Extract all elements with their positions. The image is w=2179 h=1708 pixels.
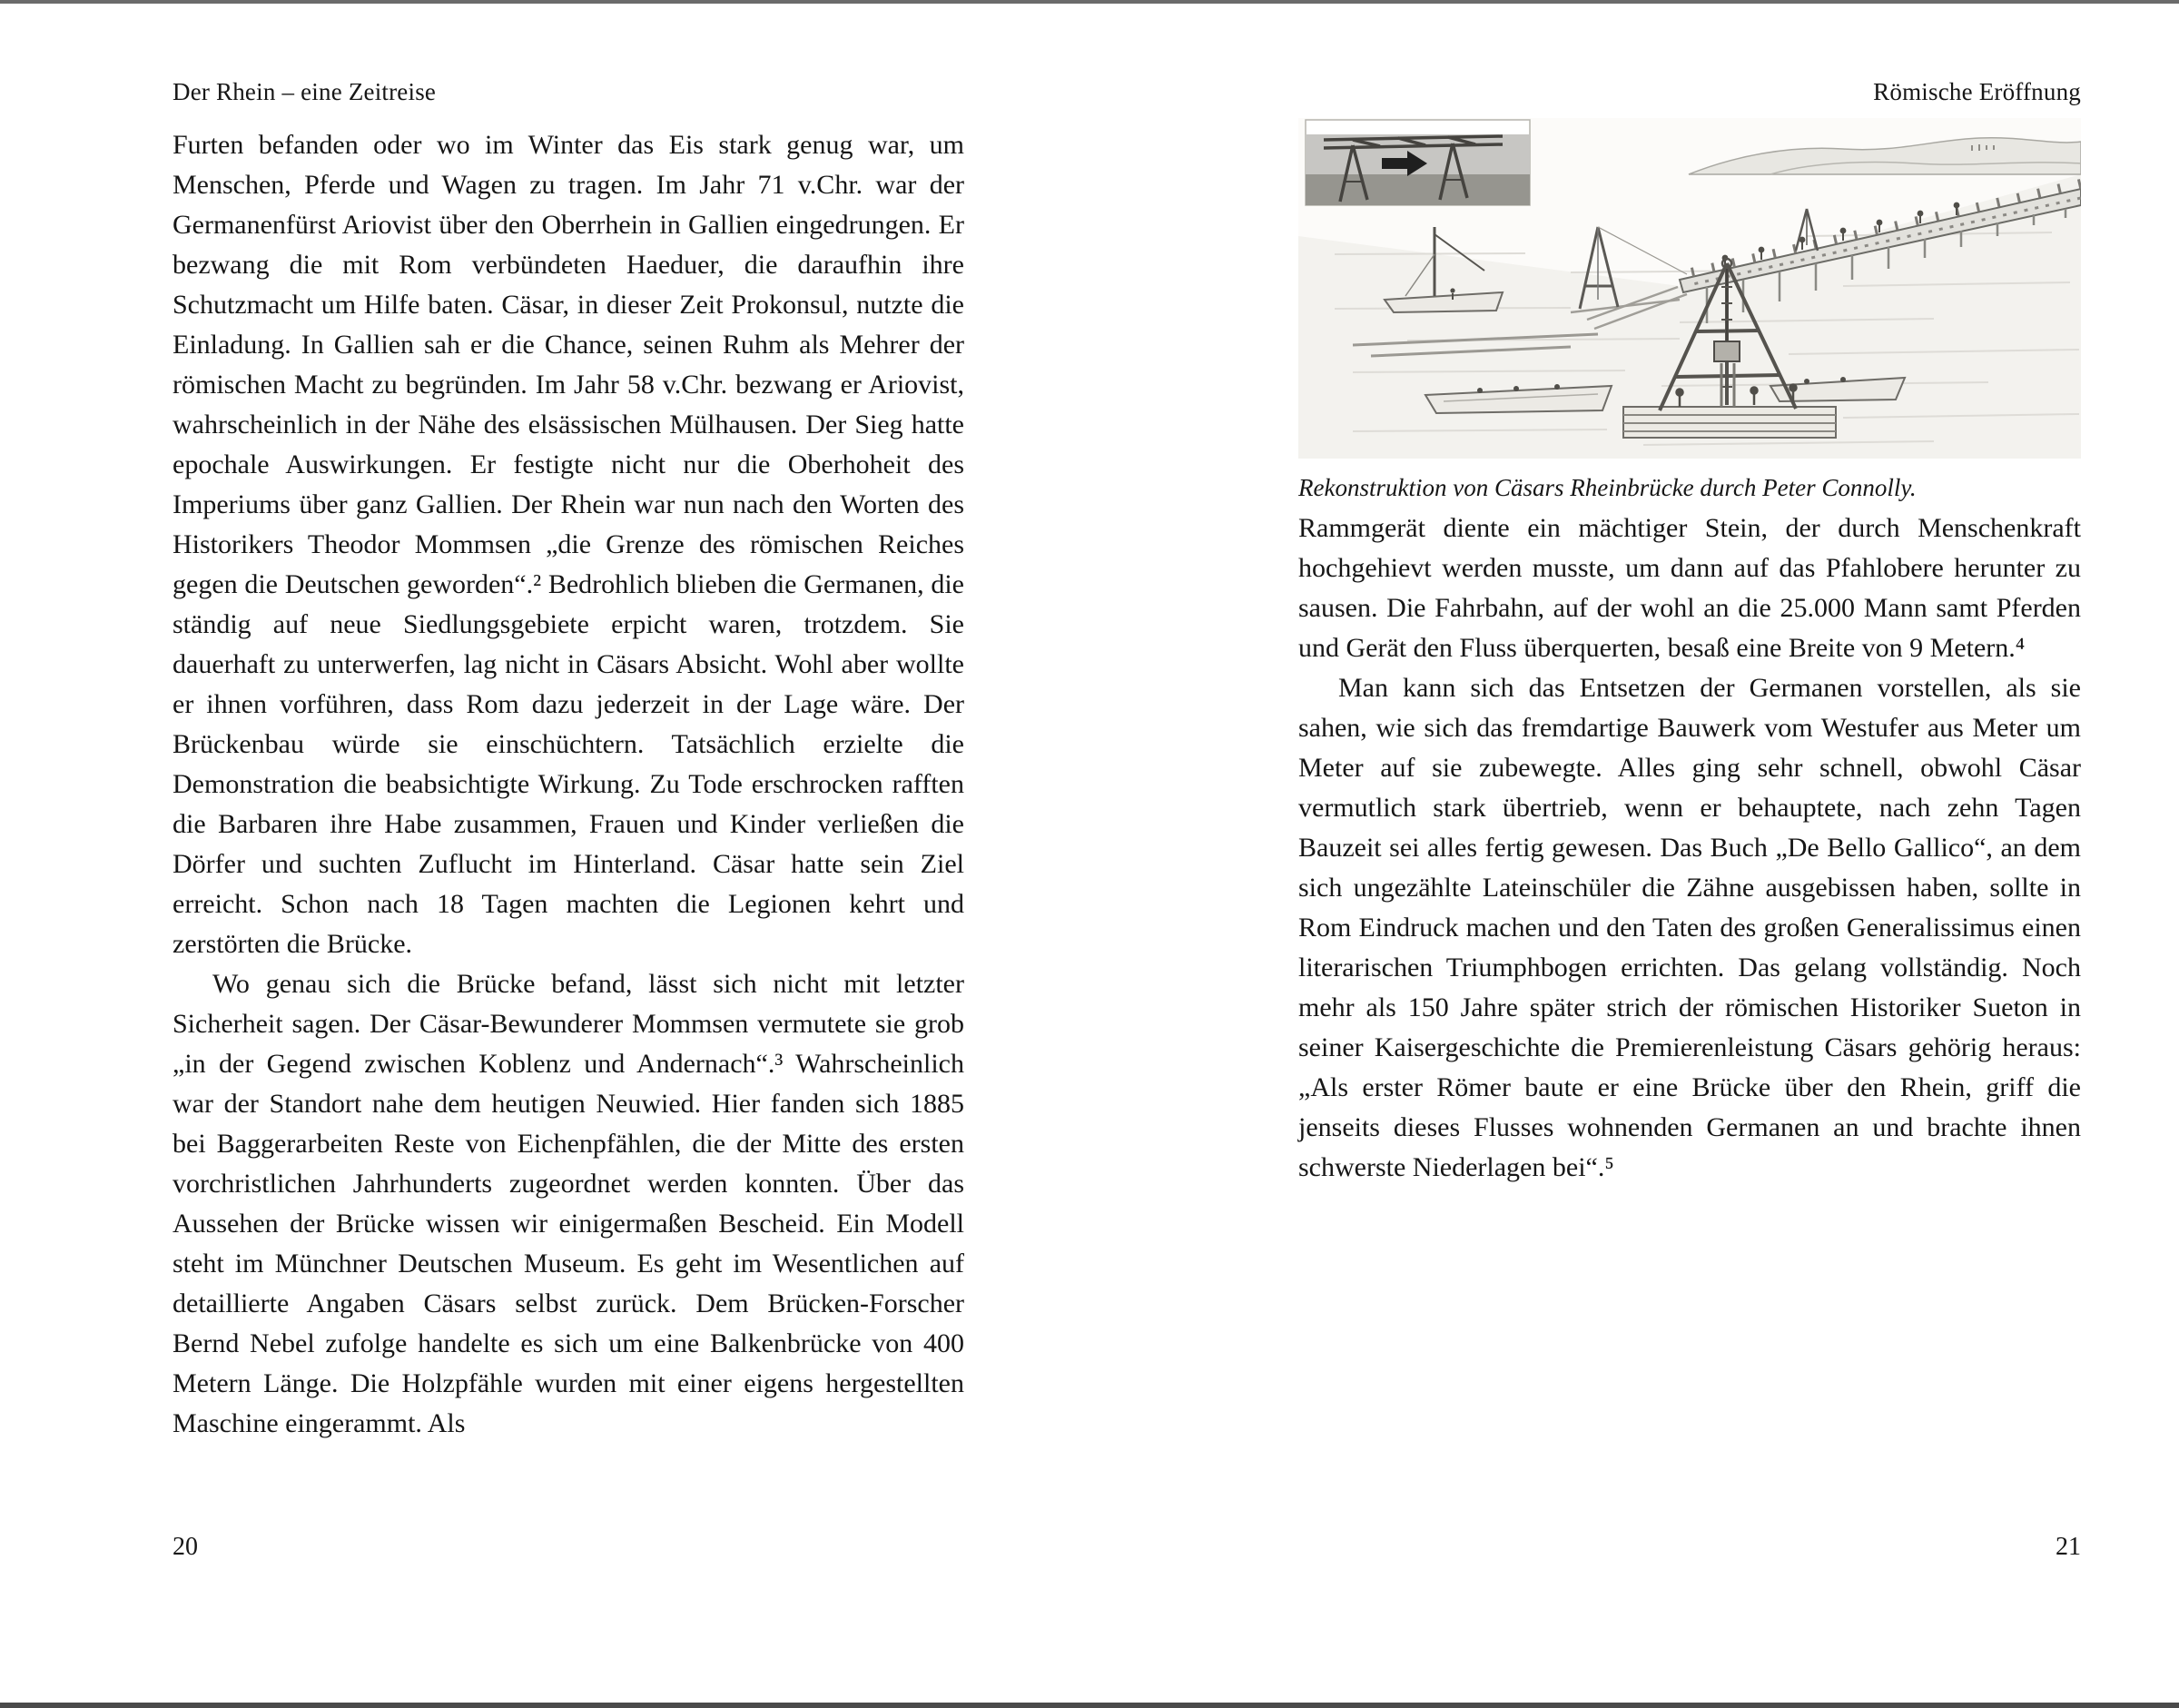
paragraph: Man kann sich das Entsetzen der Germanen vorstellen, als sie sahen, wie sich das fremdartige Bauwerk vom Westufer aus Meter um Meter auf sie zubewegte. Alles ging sehr schnell, obwohl Cäsar vermutlich stark übertrieb, wenn er behauptete, nach zehn Tagen Bauzeit sei alles fertig gewesen. Das Buch „De Bello Gallico“, an dem sich ungezählte Lateinschüler die Zähne ausgebissen haben, sollte in Rom Eindruck machen und den Taten des großen Generalissimus einen literarischen Triumphbogen errichten. Das gelang vollständig. Noch mehr als 150 Jahre später strich der römischen Historiker Sueton in seiner Kaisergeschichte die Premierenleistung Cäsars gehörig heraus: „Als erster Römer baute er eine Brücke über den Rhein, griff die jenseits dieses Flusses wohnenden Germanen an und brachte ihnen schwerste Niederlagen bei“.⁵ bbox=[1298, 673, 2081, 1182]
bridge-figure bbox=[1298, 118, 2081, 504]
inset-diagram bbox=[1306, 120, 1530, 205]
scan-edge-top bbox=[0, 0, 2179, 4]
ram-stone bbox=[1714, 341, 1740, 361]
page-number-left: 20 bbox=[173, 1533, 198, 1561]
paragraph: Rammgerät diente ein mächtiger Stein, der durch Menschenkraft hochgehievt werden musste, um dann auf das Pfahlobere herunter zu sausen. Die Fahrbahn, auf der wohl an die 25.000 Mann samt Pferden und Gerät den Fluss überquerten, besaß eine Breite von 9 Metern.⁴ bbox=[1298, 513, 2081, 663]
right-text-block bbox=[1298, 508, 2081, 1188]
left-text-block bbox=[173, 125, 964, 1444]
paragraph: Wo genau sich die Brücke befand, lässt sich nicht mit letzter Sicherheit sagen. Der Cäsar-Bewunderer Mommsen vermutete sie grob „in der Gegend zwischen Koblenz und Andernach“.³ Wahrscheinlich war der Standort nahe dem heutigen Neuwied. Hier fanden sich 1885 bei Baggerarbeiten Reste von Eichenpfählen, die der Mitte des ersten vorchristlichen Jahrhunderts zugeordnet werden konnten. Über das Aussehen der Brücke wissen wir einigermaßen Bescheid. Ein Modell steht im Münchner Deutschen Museum. Es geht im Wesentlichen auf detaillierte Angaben Cäsars selbst zurück. Dem Brücken-Forscher Bernd Nebel zufolge handelte es sich um eine Balkenbrücke von 400 Metern Länge. Die Holzpfähle wurden mit einer eigens hergestellten Maschine eingerammt. Als bbox=[173, 969, 964, 1438]
running-head-left: Der Rhein – eine Zeitreise bbox=[173, 78, 437, 105]
bridge-illustration bbox=[1298, 118, 2081, 459]
scan-edge-bottom bbox=[0, 1703, 2179, 1708]
running-head-right: Römische Eröffnung bbox=[1873, 78, 2081, 105]
figure-caption: Rekonstruktion von Cäsars Rheinbrücke durch Peter Connolly. bbox=[1298, 474, 1917, 501]
page-number-right: 21 bbox=[2056, 1533, 2081, 1561]
paragraph: Furten befanden oder wo im Winter das Eis stark genug war, um Menschen, Pferde und Wagen zu tragen. Im Jahr 71 v.Chr. war der Germanenfürst Ariovist über den Oberrhein in Gallien eingedrungen. Er bezwang die mit Rom verbündeten Haeduer, die daraufhin ihre Schutzmacht um Hilfe baten. Cäsar, in dieser Zeit Prokonsul, nutzte die Einladung. In Gallien sah er die Chance, seinen Ruhm als Mehrer der römischen Macht zu begründen. Im Jahr 58 v.Chr. bezwang er Ariovist, wahrscheinlich in der Nähe des elsässischen Mülhausen. Der Sieg hatte epochale Auswirkungen. Er festigte nicht nur die Oberhoheit des Imperiums über ganz Gallien. Der Rhein war nun nach den Worten des Historikers Theodor Mommsen „die Grenze des römischen Reiches gegen die Deutschen geworden“.² Bedrohlich blieben die Germanen, die ständig auf neue Siedlungsgebiete erpicht waren, trotzdem. Sie dauerhaft zu unterwerfen, lag nicht in Cäsars Absicht. Wohl aber wollte er ihnen vorführen, dass Rom dazu jederzeit in der Lage wäre. Der Brückenbau würde sie einschüchtern. Tatsächlich erzielte die Demonstration die beabsichtigte Wirkung. Zu Tode erschrocken rafften die Barbaren ihre Habe zusammen, Frauen und Kinder verließen die Dörfer und suchten Zuflucht im Hinterland. Cäsar hatte sein Ziel erreicht. Schon nach 18 Tagen machten die Legionen kehrt und zerstörten die Brücke. bbox=[173, 130, 964, 959]
raft bbox=[1623, 407, 1836, 438]
